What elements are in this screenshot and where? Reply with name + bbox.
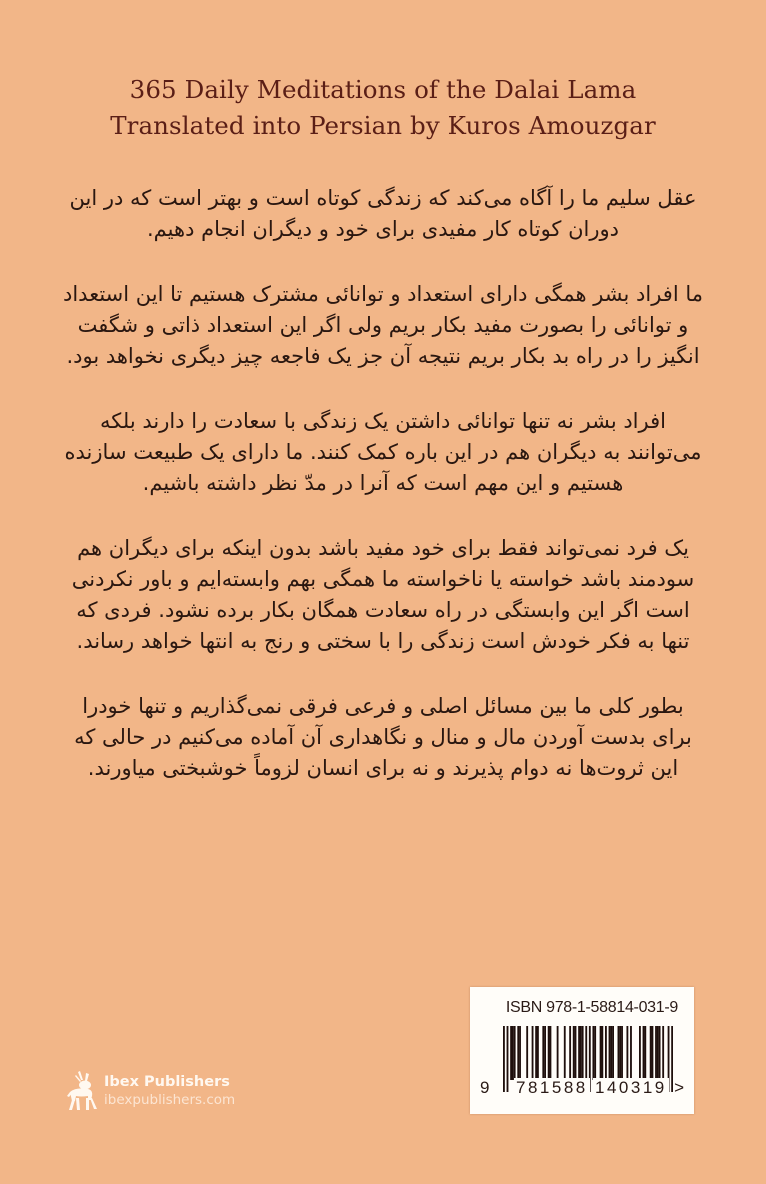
blurb-paragraph-5: بطور کلی ما بین مسائل اصلی و فرعی فرقی نمی‌گذاریم و تنها خودرا برای بدست آوردن مال و منال و نگاهداری آن آماده می‌کنیم در حالی که این ثروت‌ها نه دوام پذیرند و نه برای انسان لزوماً خوشبختی میاورند. bbox=[74, 694, 692, 780]
barcode-bar bbox=[610, 1026, 612, 1080]
barcode-bar bbox=[578, 1026, 580, 1080]
publisher-url: ibexpublishers.com bbox=[104, 1092, 236, 1108]
barcode-bar bbox=[544, 1026, 546, 1080]
barcode-digit-group-right: 140319 bbox=[595, 1078, 667, 1097]
barcode-bar bbox=[526, 1026, 528, 1080]
barcode-bar bbox=[600, 1026, 602, 1080]
barcode-bar bbox=[644, 1026, 646, 1080]
barcode-bar bbox=[517, 1026, 519, 1080]
barcode-bar bbox=[535, 1026, 537, 1080]
barcode-bar bbox=[605, 1026, 607, 1080]
barcode-bar bbox=[621, 1026, 623, 1080]
barcode-bar bbox=[569, 1026, 571, 1080]
title-line-2: Translated into Persian by Kuros Amouzgar bbox=[110, 111, 656, 140]
blurb-paragraph-2: ما افراد بشر همگی دارای استعداد و توانائی مشترک هستیم تا این استعداد و توانائی را بصورت مفید بکار بریم ولی اگر این استعداد ذاتی و شگفت انگیز را در راه بد بکار بریم نتیجه آن جز یک فاجعه چیز دیگری نخواهد بود. bbox=[62, 282, 704, 368]
barcode-bar bbox=[652, 1026, 654, 1080]
barcode-bar bbox=[594, 1026, 596, 1080]
publisher-name: Ibex Publishers bbox=[104, 1074, 230, 1090]
barcode-bar bbox=[542, 1026, 544, 1080]
barcode-bar bbox=[510, 1026, 512, 1080]
barcode-bar bbox=[557, 1026, 559, 1080]
barcode-bar bbox=[573, 1026, 575, 1080]
blurb-paragraph-4: یک فرد نمی‌تواند فقط برای خود مفید باشد بدون اینکه برای دیگران هم سودمند باشد خواسته یا ناخواسته ما همگی بهم وابسته‌ایم و باور نکردنی است اگر این وابستگی در راه سعادت همگان بکار برده نشود. فردی که تنها به فکر خودش است زندگی را با سختی و رنج به انتها خواهد رساند. bbox=[71, 536, 695, 653]
barcode-digit-group-left: 781588 bbox=[516, 1078, 588, 1097]
barcode-bar bbox=[626, 1026, 628, 1080]
barcode-bar bbox=[609, 1026, 611, 1080]
blurb-paragraph-3: افراد بشر نه تنها توانائی داشتن یک زندگی با سعادت را دارند بلکه می‌توانند به دیگران هم در این باره کمک کنند. ما دارای یک طبیعت سازنده هستیم و این مهم است که آنرا در مدّ نظر داشته باشیم. bbox=[64, 409, 702, 495]
barcode-bar bbox=[519, 1026, 521, 1080]
barcode-bar bbox=[582, 1026, 584, 1080]
barcode-bar bbox=[630, 1026, 632, 1080]
barcode-bar bbox=[548, 1026, 550, 1080]
barcode-bar bbox=[601, 1026, 603, 1080]
barcode-arrow: > bbox=[674, 1078, 684, 1097]
blurb-paragraph-1: عقل سلیم ما را آگاه می‌کند که زندگی کوتاه است و بهتر است که در این دوران کوتاه کار مفیدی برای خود و دیگران انجام دهیم. bbox=[69, 186, 697, 241]
barcode-bar bbox=[537, 1026, 539, 1080]
title-line-1: 365 Daily Meditations of the Dalai Lama bbox=[129, 75, 637, 104]
barcode-bar bbox=[575, 1026, 577, 1080]
barcode-bar bbox=[514, 1026, 516, 1080]
barcode-bar bbox=[618, 1026, 620, 1080]
barcode-bar bbox=[580, 1026, 582, 1080]
barcode-digits bbox=[480, 1078, 684, 1100]
publisher-logo bbox=[66, 1070, 256, 1114]
barcode-bar bbox=[662, 1026, 664, 1080]
barcode-bar bbox=[655, 1026, 657, 1080]
barcode-bar bbox=[657, 1026, 659, 1080]
barcode-bar bbox=[659, 1026, 661, 1080]
barcode-bar bbox=[564, 1026, 566, 1080]
barcode-bar bbox=[550, 1026, 552, 1080]
barcode-bar bbox=[643, 1026, 645, 1080]
barcode-bar bbox=[512, 1026, 514, 1080]
persian-blurb bbox=[60, 183, 706, 784]
isbn-barcode bbox=[470, 987, 694, 1114]
barcode-bar bbox=[639, 1026, 641, 1080]
barcode-bar bbox=[532, 1026, 534, 1080]
barcode-bar bbox=[612, 1026, 614, 1080]
barcode-digit-first: 9 bbox=[480, 1078, 490, 1097]
barcode-bar bbox=[650, 1026, 652, 1080]
barcode-bar bbox=[619, 1026, 621, 1080]
cover-title bbox=[0, 72, 766, 144]
ibex-icon bbox=[66, 1070, 102, 1112]
isbn-label: ISBN 978-1-58814-031-9 bbox=[505, 999, 678, 1016]
barcode-bar bbox=[592, 1026, 594, 1080]
